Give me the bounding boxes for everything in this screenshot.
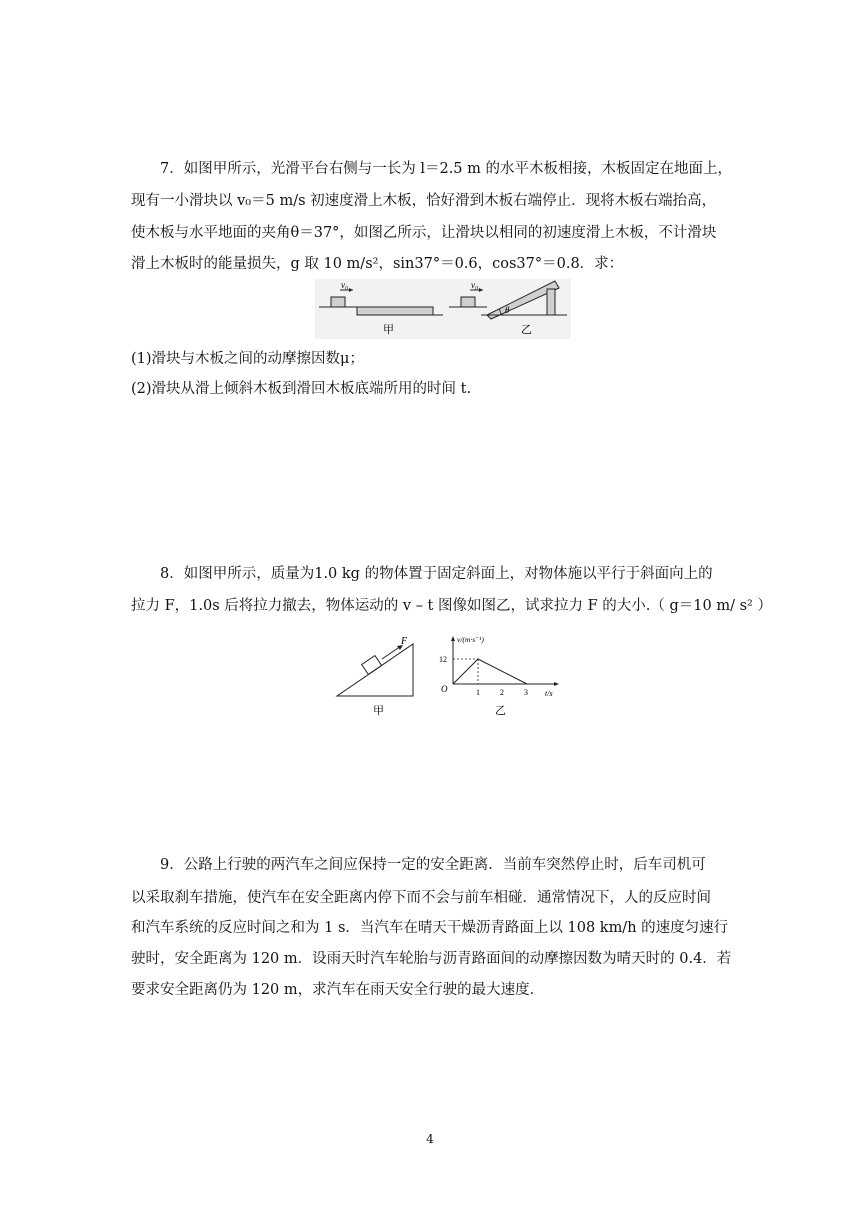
q7-block-right [461,297,475,307]
q8-xtick-3: 3 [524,688,528,697]
q9-line-3: 和汽车系统的反应时间之和为 1 s．当汽车在晴天干燥沥青路面上以 108 km/h 的速度匀速行 [131,920,729,936]
q8-ytick-12: 12 [439,655,447,664]
q7-subq-2: (2)滑块从滑上倾斜木板到滑回木板底端所用的时间 t. [131,381,472,397]
page-number: 4 [426,1132,434,1146]
q7-v0-right: v₀ [471,280,479,290]
q8-figure [335,634,565,718]
q8-ylabel: v/(m·s⁻¹) [457,635,484,644]
q7-theta: θ [505,305,510,315]
q8-caption-jia: 甲 [373,705,384,717]
q8-line-1: 8．如图甲所示，质量为1.0 kg 的物体置于固定斜面上，对物体施以平行于斜面向上的 [160,566,713,582]
q7-line-4: 滑上木板时的能量损失，g 取 10 m/s²，sin37°＝0.6，cos37°＝0.8．求： [131,256,624,272]
q9-line-4: 驶时，安全距离为 120 m．设雨天时汽车轮胎与沥青路面间的动摩擦因数为晴天时的 0.4．若 [131,951,732,967]
q8-xtick-1: 1 [476,688,480,697]
q8-origin: O [441,684,448,694]
q7-caption-yi: 乙 [521,324,532,336]
q7-figure [315,279,571,339]
q8-vt-line [453,659,527,684]
q7-v0-left: v₀ [341,280,349,290]
q7-subq-1: (1)滑块与木板之间的动摩擦因数μ； [131,351,364,367]
q7-board-left [357,307,433,315]
q8-xtick-2: 2 [500,688,504,697]
q9-line-2: 以采取刹车措施，使汽车在安全距离内停下而不会与前车相碰．通常情况下，人的反应时间 [131,890,711,906]
q8-caption-yi: 乙 [495,705,506,717]
q7-line-3: 使木板与水平地面的夹角θ＝37°，如图乙所示，让滑块以相同的初速度滑上木板，不计滑块 [131,225,717,241]
q7-line-2: 现有一小滑块以 v₀＝5 m/s 初速度滑上木板，恰好滑到木板右端停止．现将木板右端抬高， [131,193,717,209]
q9-line-5: 要求安全距离仍为 120 m，求汽车在雨天安全行驶的最大速度． [131,982,545,998]
q7-line-1: 7．如图甲所示，光滑平台右侧与一长为 l＝2.5 m 的水平木板相接，木板固定在地面上， [160,161,732,177]
q8-force-label: F [401,636,408,647]
q7-block-left [331,297,345,307]
q7-support [547,289,555,315]
q9-line-1: 9．公路上行驶的两汽车之间应保持一定的安全距离．当前车突然停止时，后车司机可 [160,857,706,873]
q8-block [362,656,382,675]
q8-xlabel: t/s [545,689,553,698]
q7-caption-jia: 甲 [383,324,394,336]
q8-line-2: 拉力 F，1.0s 后将拉力撤去，物体运动的 v – t 图像如图乙，试求拉力 F 的大小.（ g＝10 m/ s² ） [131,598,772,614]
